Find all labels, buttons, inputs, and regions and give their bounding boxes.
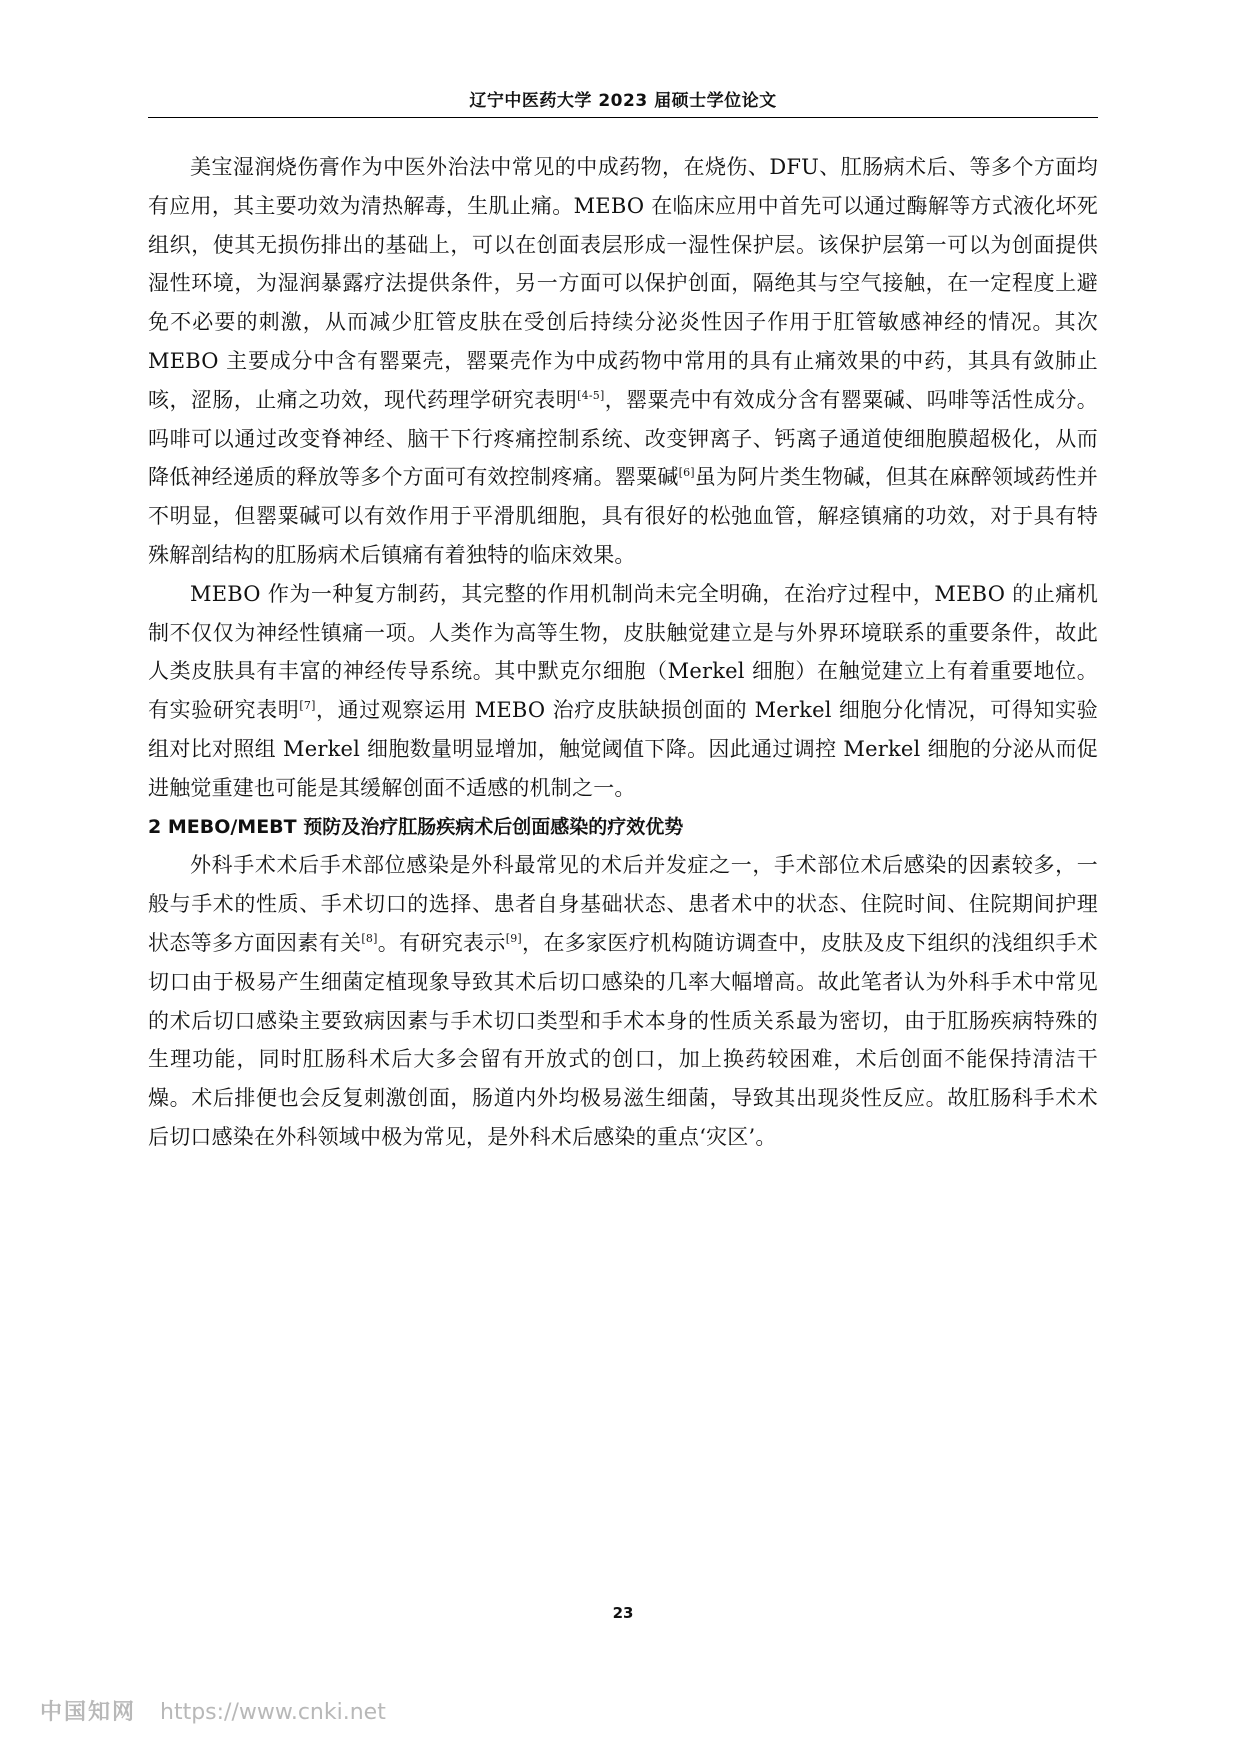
watermark-brand: 中国知网 bbox=[40, 1700, 137, 1725]
header-rule bbox=[148, 117, 1098, 118]
paragraph-infection bbox=[148, 846, 1098, 1156]
text-segment: MEBO 作为一种复方制药，其完整的作用机制尚未完全明确，在治疗过程中，MEBO 的止痛机制不仅仅为神经性镇痛一项。人类作为高等生物，皮肤触觉建立是与外界环境联系的重要条件，故此人类皮肤具有丰富的神经传导系统。其中默克尔细胞（Merkel 细胞）在触觉建立上有着重要地位。有实验研究表明 bbox=[148, 581, 1098, 723]
text-segment: ，通过观察运用 MEBO 治疗皮肤缺损创面的 Merkel 细胞分化情况，可得知实验组对比对照组 Merkel 细胞数量明显增加，触觉阈值下降。因此通过调控 Merkel 细胞的分泌从而促进触觉重建也可能是其缓解创面不适感的机制之一。 bbox=[148, 698, 1098, 800]
text-segment: 虽为阿片类生物碱，但其在麻醉领域药性并不明显，但罂粟碱可以有效作用于平滑肌细胞，具有很好的松弛血管，解痉镇痛的功效，对于具有特殊解剖结构的肛肠病术后镇痛有着独特的临床效果。 bbox=[148, 465, 1098, 567]
running-header: 辽宁中医药大学 2023 届硕士学位论文 bbox=[469, 91, 777, 111]
section-heading: 2 MEBO/MEBT 预防及治疗肛肠疾病术后创面感染的疗效优势 bbox=[148, 815, 684, 838]
cnki-watermark bbox=[40, 1695, 386, 1726]
text-segment: 。有研究表示 bbox=[377, 930, 506, 955]
text-segment: ，罂粟壳中有效成分含有罂粟碱、吗啡等活性成分。吗啡可以通过改变脊神经、脑干下行疼痛控制系统、改变钾离子、钙离子通道使细胞膜超极化，从而降低神经递质的释放等多个方面可有效控制疼痛。罂粟碱 bbox=[148, 387, 1099, 490]
citation-ref[interactable]: [8] bbox=[361, 931, 378, 945]
watermark-url: https://www.cnki.net bbox=[160, 1700, 386, 1725]
paragraph-mebo-analgesia bbox=[148, 148, 1098, 575]
citation-ref[interactable]: [4-5] bbox=[577, 388, 605, 402]
text-segment: 外科手术术后手术部位感染是外科最常见的术后并发症之一，手术部位术后感染的因素较多，一般与手术的性质、手术切口的选择、患者自身基础状态、患者术中的状态、住院时间、住院期间护理状态等多方面因素有关 bbox=[148, 853, 1098, 955]
citation-ref[interactable]: [7] bbox=[299, 699, 316, 713]
citation-ref[interactable]: [6] bbox=[678, 466, 695, 480]
paragraph-merkel-cells bbox=[148, 575, 1098, 808]
text-segment: ，在多家医疗机构随访调查中，皮肤及皮下组织的浅组织手术切口由于极易产生细菌定植现象导致其术后切口感染的几率大幅增高。故此笔者认为外科手术中常见的术后切口感染主要致病因素与手术切口类型和手术本身的性质关系最为密切，由于肛肠疾病特殊的生理功能，同时肛肠科术后大多会留有开放式的创口，加上换药较困难，术后创面不能保持清洁干燥。术后排便也会反复刺激创面，肠道内外均极易滋生细菌，导致其出现炎性反应。故肛肠科手术术后切口感染在外科领域中极为常见，是外科术后感染的重点‘灾区’。 bbox=[148, 930, 1099, 1149]
citation-ref[interactable]: [9] bbox=[505, 931, 522, 945]
text-segment: 美宝湿润烧伤膏作为中医外治法中常见的中成药物，在烧伤、DFU、肛肠病术后、等多个方面均有应用，其主要功效为清热解毒，生肌止痛。MEBO 在临床应用中首先可以通过酶解等方式液化坏死组织，使其无损伤排出的基础上，可以在创面表层形成一湿性保护层。该保护层第一可以为创面提供湿性环境，为湿润暴露疗法提供条件，另一方面可以保护创面，隔绝其与空气接触，在一定程度上避免不必要的刺激，从而减少肛管皮肤在受创后持续分泌炎性因子作用于肛管敏感神经的情况。其次 MEBO 主要成分中含有罂粟壳，罂粟壳作为中成药物中常用的具有止痛效果的中药，其具有敛肺止咳，涩肠，止痛之功效，现代药理学研究表明 bbox=[148, 155, 1098, 412]
page-number: 23 bbox=[612, 1604, 634, 1622]
page-body bbox=[148, 148, 1098, 1157]
